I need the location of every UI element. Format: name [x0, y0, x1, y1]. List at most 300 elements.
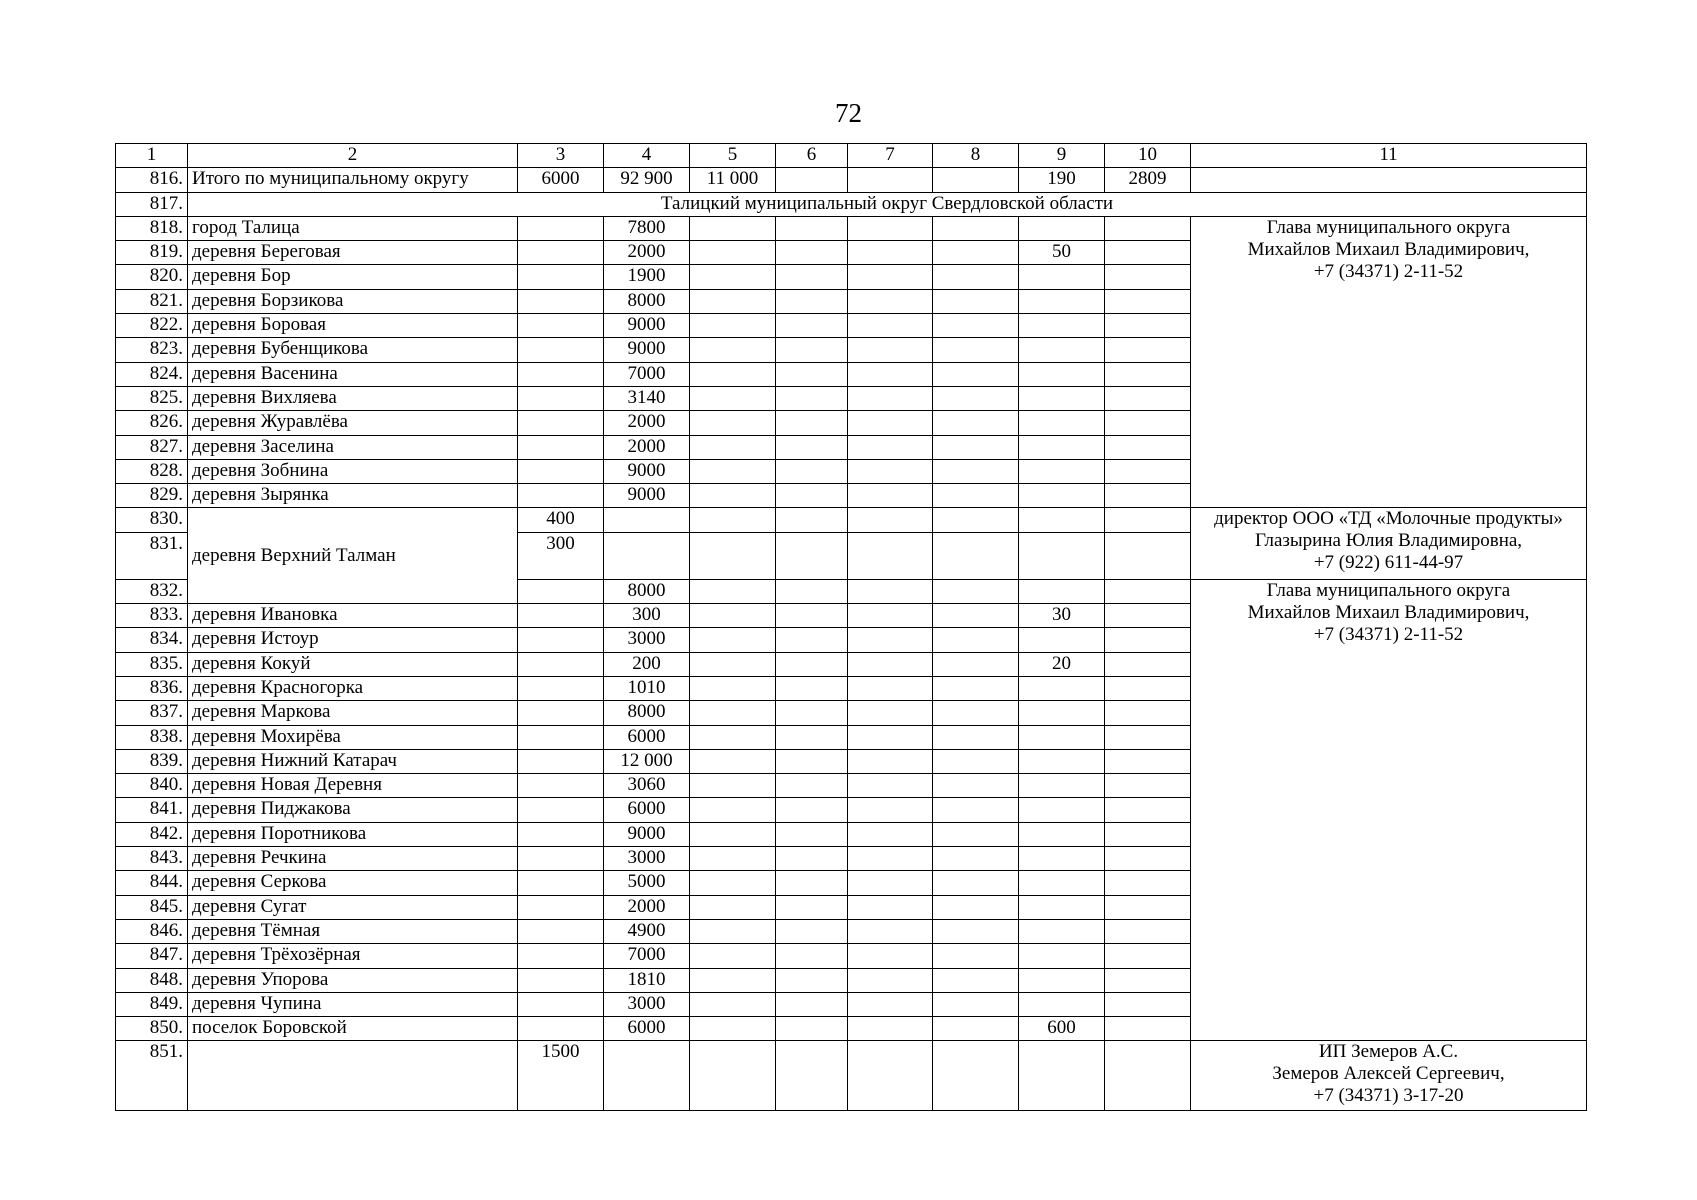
- cell-col10: [1105, 459, 1191, 483]
- cell-col10: [1105, 411, 1191, 435]
- settlement-name: деревня Истоур: [188, 628, 518, 652]
- contact-line: Михайлов Михаил Владимирович,: [1247, 601, 1530, 623]
- table-row: [116, 1041, 1587, 1111]
- cell-col5: [690, 749, 776, 773]
- district-title: Талицкий муниципальный округ Свердловской области: [188, 192, 1587, 216]
- cell-col5: [690, 676, 776, 700]
- cell-col3: [518, 289, 604, 313]
- cell-col7: [848, 241, 933, 265]
- cell-col3: [518, 652, 604, 676]
- cell-col6: [776, 701, 848, 725]
- cell-col5: [690, 725, 776, 749]
- settlement-name: деревня Мохирёва: [188, 725, 518, 749]
- cell-col7: [848, 944, 933, 968]
- cell-col7: [848, 338, 933, 362]
- cell-col7: [848, 847, 933, 871]
- cell-col10: [1105, 604, 1191, 628]
- cell-col6: [776, 604, 848, 628]
- cell-col4: 2000: [604, 435, 690, 459]
- cell-col10: [1105, 992, 1191, 1016]
- cell-col6: [776, 314, 848, 338]
- contact-line: Земеров Алексей Сергеевич,: [1272, 1063, 1505, 1085]
- cell-col8: [933, 241, 1019, 265]
- cell-col4: 2000: [604, 895, 690, 919]
- cell-col8: [933, 265, 1019, 289]
- cell-col6: [776, 1017, 848, 1041]
- cell-col9: [1019, 895, 1105, 919]
- cell-col5: [690, 798, 776, 822]
- cell-col8: [933, 628, 1019, 652]
- cell-col9: [1019, 532, 1105, 579]
- settlement-name: деревня Пиджакова: [188, 798, 518, 822]
- header-row: [116, 144, 1587, 168]
- cell-col4: 3000: [604, 847, 690, 871]
- cell-col3: [518, 895, 604, 919]
- settlement-name: деревня Боровая: [188, 314, 518, 338]
- row-number: 848.: [116, 968, 188, 992]
- settlements-table: [115, 143, 1587, 1111]
- cell-col8: [933, 798, 1019, 822]
- contact-phone: +7 (34371) 2-11-52: [1313, 623, 1464, 645]
- cell-col3: [518, 701, 604, 725]
- cell-col4: 3140: [604, 386, 690, 410]
- cell-col5: [690, 604, 776, 628]
- settlement-name: деревня Ивановка: [188, 604, 518, 628]
- settlement-name: деревня Кокуй: [188, 652, 518, 676]
- cell-col5: [690, 411, 776, 435]
- row-number: 828.: [116, 459, 188, 483]
- settlement-name: деревня Зырянка: [188, 484, 518, 508]
- cell-col8: [933, 411, 1019, 435]
- cell-col9: 50: [1019, 241, 1105, 265]
- cell-col8: [933, 822, 1019, 846]
- cell-col5: [690, 847, 776, 871]
- cell-col10: [1105, 386, 1191, 410]
- cell-col7: [848, 579, 933, 603]
- cell-col9: [1019, 871, 1105, 895]
- cell-col3: [518, 435, 604, 459]
- row-number: 826.: [116, 411, 188, 435]
- cell-col4: 6000: [604, 798, 690, 822]
- cell-col3: [518, 216, 604, 240]
- row-number: 822.: [116, 314, 188, 338]
- cell-col7: [848, 919, 933, 943]
- cell-col3: [518, 484, 604, 508]
- cell-col5: [690, 386, 776, 410]
- cell-col6: [776, 992, 848, 1016]
- settlement-name: деревня Нижний Катарач: [188, 749, 518, 773]
- cell-col6: [776, 676, 848, 700]
- cell-col8: [933, 968, 1019, 992]
- cell-col9: [1019, 725, 1105, 749]
- cell-col10: [1105, 919, 1191, 943]
- cell-col3: [518, 919, 604, 943]
- cell-col5: [690, 992, 776, 1016]
- row-number: 851.: [116, 1041, 188, 1111]
- cell-col6: [776, 725, 848, 749]
- cell-col6: [776, 216, 848, 240]
- row-number: 823.: [116, 338, 188, 362]
- cell-col10: [1105, 289, 1191, 313]
- cell-col9: [1019, 484, 1105, 508]
- district-title-row: [116, 192, 1587, 216]
- cell-col4: 8000: [604, 579, 690, 603]
- cell-col7: [848, 1041, 933, 1111]
- cell-col10: [1105, 701, 1191, 725]
- cell-col4: 92 900: [604, 168, 690, 192]
- cell-col5: [690, 338, 776, 362]
- cell-col5: [690, 968, 776, 992]
- cell-col4: 200: [604, 652, 690, 676]
- cell-col7: [848, 871, 933, 895]
- settlement-name: деревня Чупина: [188, 992, 518, 1016]
- cell-col10: [1105, 652, 1191, 676]
- row-number: 846.: [116, 919, 188, 943]
- cell-col9: [1019, 1041, 1105, 1111]
- cell-col9: [1019, 579, 1105, 603]
- cell-col10: [1105, 968, 1191, 992]
- cell-col8: [933, 919, 1019, 943]
- cell-col10: [1105, 532, 1191, 579]
- cell-col6: [776, 168, 848, 192]
- row-number: 844.: [116, 871, 188, 895]
- settlement-name: деревня Поротникова: [188, 822, 518, 846]
- cell-col10: [1105, 484, 1191, 508]
- cell-col5: [690, 289, 776, 313]
- header-cell: 4: [604, 144, 690, 168]
- cell-col8: [933, 216, 1019, 240]
- contact-phone: +7 (922) 611-44-97: [1313, 552, 1464, 574]
- cell-col10: [1105, 579, 1191, 603]
- contact-cell: [1191, 579, 1587, 1041]
- cell-col5: [690, 628, 776, 652]
- contact-cell: [1191, 508, 1587, 579]
- cell-col10: [1105, 725, 1191, 749]
- cell-col3: [518, 362, 604, 386]
- cell-col6: [776, 749, 848, 773]
- cell-col9: [1019, 992, 1105, 1016]
- cell-col3: [518, 822, 604, 846]
- settlement-name: деревня Красногорка: [188, 676, 518, 700]
- cell-col9: [1019, 944, 1105, 968]
- cell-col4: 3060: [604, 774, 690, 798]
- settlement-name: деревня Маркова: [188, 701, 518, 725]
- row-number: 818.: [116, 216, 188, 240]
- cell-col10: [1105, 676, 1191, 700]
- cell-col4: 1900: [604, 265, 690, 289]
- header-cell: 6: [776, 144, 848, 168]
- row-number: 829.: [116, 484, 188, 508]
- settlement-name: деревня Верхний Талман: [188, 508, 518, 604]
- cell-col10: [1105, 1041, 1191, 1111]
- cell-col3: 400: [518, 508, 604, 532]
- cell-col7: [848, 628, 933, 652]
- cell-col7: [848, 676, 933, 700]
- cell-col8: [933, 1017, 1019, 1041]
- cell-col8: [933, 1041, 1019, 1111]
- cell-col8: [933, 435, 1019, 459]
- cell-col7: [848, 798, 933, 822]
- settlement-name: город Талица: [188, 216, 518, 240]
- cell-col6: [776, 871, 848, 895]
- cell-col3: [518, 265, 604, 289]
- cell-col6: [776, 895, 848, 919]
- cell-col4: 7800: [604, 216, 690, 240]
- cell-col4: 6000: [604, 1017, 690, 1041]
- cell-col5: [690, 459, 776, 483]
- cell-col5: [690, 508, 776, 532]
- cell-col3: [518, 604, 604, 628]
- header-cell: 11: [1191, 144, 1587, 168]
- row-number: 842.: [116, 822, 188, 846]
- cell-col10: [1105, 1017, 1191, 1041]
- cell-col11: [1191, 168, 1587, 192]
- settlement-name: деревня Заселина: [188, 435, 518, 459]
- row-number: 831.: [116, 532, 188, 579]
- cell-col10: [1105, 847, 1191, 871]
- cell-col4: 6000: [604, 725, 690, 749]
- cell-col5: [690, 314, 776, 338]
- cell-col9: [1019, 216, 1105, 240]
- cell-col8: [933, 895, 1019, 919]
- cell-col4: 3000: [604, 992, 690, 1016]
- cell-col3: [518, 992, 604, 1016]
- cell-col9: [1019, 314, 1105, 338]
- contact-phone: +7 (34371) 2-11-52: [1313, 260, 1464, 282]
- cell-col5: [690, 362, 776, 386]
- cell-col5: [690, 1017, 776, 1041]
- total-row: [116, 168, 1587, 192]
- cell-col6: [776, 822, 848, 846]
- page-number: 72: [835, 98, 862, 128]
- settlement-name: Итого по муниципальному округу: [188, 168, 518, 192]
- cell-col8: [933, 508, 1019, 532]
- cell-col8: [933, 871, 1019, 895]
- cell-col4: [604, 1041, 690, 1111]
- contact-line: Глава муниципального округа: [1266, 216, 1511, 238]
- row-number: 824.: [116, 362, 188, 386]
- cell-col5: [690, 532, 776, 579]
- cell-col10: [1105, 508, 1191, 532]
- cell-col7: [848, 362, 933, 386]
- cell-col10: [1105, 944, 1191, 968]
- settlement-name: деревня Тёмная: [188, 919, 518, 943]
- cell-col5: [690, 774, 776, 798]
- cell-col3: 1500: [518, 1041, 604, 1111]
- cell-col6: [776, 1041, 848, 1111]
- row-number: 830.: [116, 508, 188, 532]
- settlement-name: деревня Речкина: [188, 847, 518, 871]
- cell-col8: [933, 314, 1019, 338]
- cell-col5: [690, 895, 776, 919]
- cell-col10: [1105, 871, 1191, 895]
- contact-line: Михайлов Михаил Владимирович,: [1247, 238, 1530, 260]
- cell-col6: [776, 532, 848, 579]
- cell-col7: [848, 508, 933, 532]
- cell-col8: [933, 289, 1019, 313]
- row-number: 832.: [116, 579, 188, 603]
- row-number: 837.: [116, 701, 188, 725]
- cell-col7: [848, 168, 933, 192]
- cell-col8: [933, 362, 1019, 386]
- settlement-name: деревня Серкова: [188, 871, 518, 895]
- contact-cell: [1191, 1041, 1587, 1111]
- header-cell: 5: [690, 144, 776, 168]
- cell-col4: 7000: [604, 944, 690, 968]
- cell-col3: [518, 676, 604, 700]
- cell-col7: [848, 895, 933, 919]
- settlement-name: деревня Упорова: [188, 968, 518, 992]
- table-row: [116, 508, 1587, 532]
- cell-col10: [1105, 435, 1191, 459]
- cell-col6: [776, 919, 848, 943]
- cell-col8: [933, 944, 1019, 968]
- cell-col10: 2809: [1105, 168, 1191, 192]
- cell-col9: [1019, 847, 1105, 871]
- cell-col5: [690, 871, 776, 895]
- cell-col4: 7000: [604, 362, 690, 386]
- cell-col9: 30: [1019, 604, 1105, 628]
- cell-col5: [690, 435, 776, 459]
- cell-col8: [933, 168, 1019, 192]
- contact-line: директор ООО «ТД «Молочные продукты»: [1214, 508, 1563, 530]
- settlement-name: поселок Боровской: [188, 1017, 518, 1041]
- cell-col8: [933, 847, 1019, 871]
- cell-col5: [690, 944, 776, 968]
- cell-col7: [848, 1017, 933, 1041]
- cell-col8: [933, 749, 1019, 773]
- cell-col8: [933, 676, 1019, 700]
- cell-col9: [1019, 508, 1105, 532]
- cell-col3: [518, 338, 604, 362]
- row-number: 838.: [116, 725, 188, 749]
- cell-col6: [776, 968, 848, 992]
- cell-col10: [1105, 362, 1191, 386]
- cell-col9: [1019, 362, 1105, 386]
- cell-col4: 1010: [604, 676, 690, 700]
- settlement-name: деревня Бубенщикова: [188, 338, 518, 362]
- cell-col7: [848, 314, 933, 338]
- cell-col4: 8000: [604, 289, 690, 313]
- cell-col3: [518, 1017, 604, 1041]
- header-cell: 10: [1105, 144, 1191, 168]
- cell-col7: [848, 386, 933, 410]
- settlement-name: деревня Зобнина: [188, 459, 518, 483]
- header-cell: 3: [518, 144, 604, 168]
- cell-col3: 6000: [518, 168, 604, 192]
- cell-col9: [1019, 798, 1105, 822]
- cell-col9: [1019, 386, 1105, 410]
- cell-col4: 9000: [604, 484, 690, 508]
- cell-col9: [1019, 411, 1105, 435]
- cell-col8: [933, 725, 1019, 749]
- cell-col4: 9000: [604, 338, 690, 362]
- cell-col4: 1810: [604, 968, 690, 992]
- row-number: 834.: [116, 628, 188, 652]
- cell-col9: [1019, 628, 1105, 652]
- row-number: 816.: [116, 168, 188, 192]
- cell-col7: [848, 822, 933, 846]
- row-number: 845.: [116, 895, 188, 919]
- cell-col5: [690, 652, 776, 676]
- cell-col4: [604, 532, 690, 579]
- cell-col6: [776, 774, 848, 798]
- cell-col4: 12 000: [604, 749, 690, 773]
- row-number: 849.: [116, 992, 188, 1016]
- settlement-name: деревня Новая Деревня: [188, 774, 518, 798]
- cell-col6: [776, 508, 848, 532]
- cell-col4: 5000: [604, 871, 690, 895]
- cell-col6: [776, 289, 848, 313]
- cell-col7: [848, 992, 933, 1016]
- cell-col5: [690, 216, 776, 240]
- cell-col3: [518, 314, 604, 338]
- cell-col4: 2000: [604, 411, 690, 435]
- settlement-name: деревня Вихляева: [188, 386, 518, 410]
- row-number: 817.: [116, 192, 188, 216]
- cell-col4: 2000: [604, 241, 690, 265]
- cell-col9: 20: [1019, 652, 1105, 676]
- cell-col5: 11 000: [690, 168, 776, 192]
- cell-col6: [776, 579, 848, 603]
- row-number: 847.: [116, 944, 188, 968]
- cell-col9: [1019, 338, 1105, 362]
- contact-line: Глава муниципального округа: [1266, 579, 1511, 601]
- cell-col7: [848, 289, 933, 313]
- cell-col4: [604, 508, 690, 532]
- row-number: 843.: [116, 847, 188, 871]
- cell-col3: [518, 725, 604, 749]
- cell-col7: [848, 216, 933, 240]
- cell-col10: [1105, 774, 1191, 798]
- cell-col8: [933, 532, 1019, 579]
- cell-col10: [1105, 314, 1191, 338]
- cell-col9: [1019, 919, 1105, 943]
- settlement-name: деревня Бор: [188, 265, 518, 289]
- cell-col8: [933, 604, 1019, 628]
- contact-line: ИП Земеров А.С.: [1318, 1041, 1459, 1063]
- row-number: 825.: [116, 386, 188, 410]
- cell-col4: 9000: [604, 459, 690, 483]
- cell-col8: [933, 338, 1019, 362]
- cell-col10: [1105, 895, 1191, 919]
- cell-col6: [776, 944, 848, 968]
- cell-col6: [776, 386, 848, 410]
- cell-col6: [776, 241, 848, 265]
- row-number: 833.: [116, 604, 188, 628]
- cell-col6: [776, 435, 848, 459]
- row-number: 850.: [116, 1017, 188, 1041]
- cell-col3: 300: [518, 532, 604, 579]
- cell-col3: [518, 386, 604, 410]
- cell-col8: [933, 484, 1019, 508]
- cell-col10: [1105, 628, 1191, 652]
- settlement-name: деревня Журавлёва: [188, 411, 518, 435]
- cell-col5: [690, 484, 776, 508]
- contact-phone: +7 (34371) 3-17-20: [1313, 1085, 1464, 1107]
- cell-col8: [933, 992, 1019, 1016]
- row-number: 841.: [116, 798, 188, 822]
- cell-col9: [1019, 289, 1105, 313]
- cell-col3: [518, 411, 604, 435]
- row-number: 839.: [116, 749, 188, 773]
- cell-col9: [1019, 822, 1105, 846]
- cell-col8: [933, 701, 1019, 725]
- cell-col7: [848, 484, 933, 508]
- cell-col9: [1019, 774, 1105, 798]
- row-number: 819.: [116, 241, 188, 265]
- cell-col3: [518, 774, 604, 798]
